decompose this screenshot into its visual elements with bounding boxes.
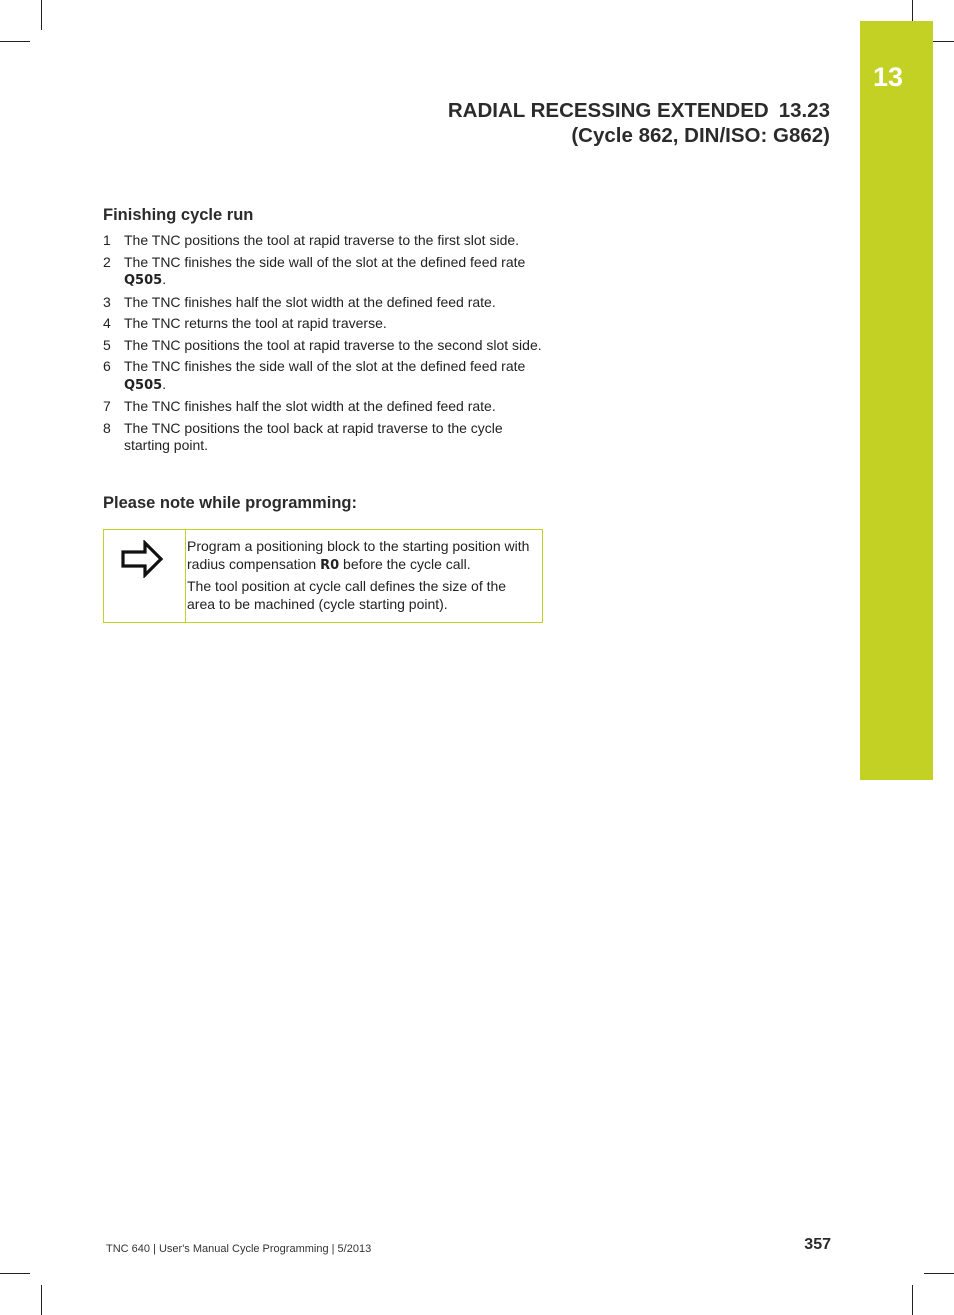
list-item [103, 315, 548, 333]
step-number: 1 [103, 232, 111, 248]
step-number: 7 [103, 398, 111, 414]
note-paragraph: The tool position at cycle call defines the size of the area to be machined (cycle starting point). [187, 578, 507, 612]
list-item [103, 294, 548, 312]
step-text: The TNC finishes half the slot width at the defined feed rate. [124, 398, 496, 414]
step-text: The TNC positions the tool at rapid traverse to the second slot side. [124, 336, 542, 353]
finishing-steps-list [103, 232, 548, 459]
note-text [187, 538, 535, 617]
step-text: The TNC positions the tool back at rapid traverse to the cycle starting point. [124, 419, 503, 453]
step-number: 5 [103, 336, 111, 353]
list-item [103, 254, 548, 290]
list-item [103, 232, 548, 250]
crop-mark [0, 1273, 30, 1274]
section-number: 13.23 [778, 99, 830, 122]
step-text: The TNC finishes the side wall of the slot at the defined feed rate [124, 253, 526, 270]
step-number: 6 [103, 358, 111, 374]
list-item [103, 337, 548, 355]
header-title-line2: (Cycle 862, DIN/ISO: G862) [571, 124, 830, 147]
step-text: The TNC returns the tool at rapid traverse. [124, 315, 387, 331]
note-text-part: before the cycle call. [339, 555, 471, 572]
chapter-number: 13 [873, 62, 904, 92]
finishing-heading: Finishing cycle run [103, 206, 254, 224]
step-number: 4 [103, 315, 111, 331]
step-text: The TNC positions the tool at rapid traverse to the first slot side. [124, 232, 520, 248]
page-number: 357 [804, 1236, 831, 1253]
crop-mark [912, 1285, 913, 1315]
header-title-line1: RADIAL RECESSING EXTENDED [447, 99, 769, 122]
list-item [103, 420, 548, 455]
step-suffix: . [162, 271, 167, 287]
step-number: 3 [103, 293, 111, 310]
list-item [103, 358, 548, 394]
note-box [103, 529, 543, 623]
footer-text: TNC 640 | User's Manual Cycle Programming | 5/2013 [106, 1243, 372, 1255]
page-header [448, 98, 830, 148]
arrow-right-icon [121, 540, 163, 578]
step-suffix: . [162, 375, 167, 392]
note-paragraph [187, 538, 535, 574]
step-text: The TNC finishes the side wall of the slot at the defined feed rate [124, 358, 526, 374]
crop-mark [924, 1273, 954, 1274]
step-number: 2 [103, 253, 111, 270]
list-item [103, 398, 548, 416]
parameter-code: Q505 [124, 273, 163, 288]
crop-mark [0, 41, 30, 42]
parameter-code: R0 [320, 557, 340, 573]
crop-mark [41, 0, 42, 30]
parameter-code: Q505 [124, 377, 163, 393]
step-text: The TNC finishes half the slot width at the defined feed rate. [124, 293, 496, 310]
note-divider [185, 530, 186, 622]
note-text-part: Program a positioning block to the starting position with radius compensation [187, 538, 530, 572]
step-number: 8 [103, 419, 111, 436]
programming-note-heading: Please note while programming: [103, 494, 357, 512]
chapter-tab [860, 21, 933, 780]
crop-mark [41, 1285, 42, 1315]
